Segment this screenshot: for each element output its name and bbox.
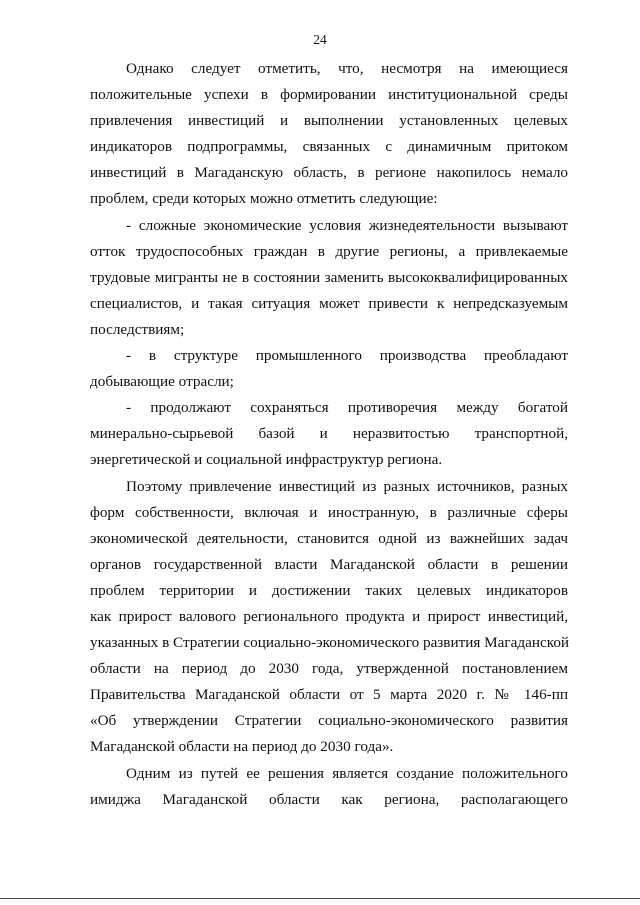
text-line: Правительства Магаданской области от 5 марта 2020 г. № 146-пп bbox=[90, 686, 568, 704]
text-line: указанных в Стратегии социально-экономического развития Магаданской bbox=[90, 634, 570, 652]
text-line: как прирост валового регионального продукта и прирост инвестиций, bbox=[90, 607, 568, 625]
text-line: индикаторов подпрограммы, связанных с динамичным притоком bbox=[90, 138, 568, 156]
paragraph-bullet-3 bbox=[90, 395, 568, 473]
text-line: последствиям; bbox=[90, 320, 185, 338]
text-line: имиджа Магаданской области как региона, располагающего bbox=[90, 790, 568, 808]
paragraph-image bbox=[90, 761, 568, 813]
text-line: «Об утверждении Стратегии социально-экономического развития bbox=[90, 712, 568, 730]
text-line: инвестиций в Магаданскую область, в регионе накопилось немало bbox=[90, 164, 568, 182]
text-line: Поэтому привлечение инвестиций из разных источников, разных bbox=[126, 477, 568, 495]
text-line: форм собственности, включая и иностранную, в различные сферы bbox=[90, 503, 568, 521]
paragraph-intro bbox=[90, 56, 568, 213]
text-line: - в структуре промышленного производства преобладают bbox=[126, 347, 568, 365]
paragraph-bullet-1 bbox=[90, 213, 568, 343]
text-line: экономической деятельности, становится одной из важнейших задач bbox=[90, 529, 568, 547]
text-line: минерально-сырьевой базой и неразвитостью транспортной, bbox=[90, 425, 568, 443]
text-line: - сложные экономические условия жизнедеятельности вызывают bbox=[126, 216, 568, 234]
text-line: положительные успехи в формировании институциональной среды bbox=[90, 86, 568, 104]
text-line: области на период до 2030 года, утвержденной постановлением bbox=[90, 660, 568, 678]
text-line: Однако следует отметить, что, несмотря на имеющиеся bbox=[126, 60, 568, 77]
text-line: отток трудоспособных граждан в другие регионы, а привлекаемые bbox=[90, 242, 568, 260]
text-line: - продолжают сохраняться противоречия между богатой bbox=[126, 399, 568, 417]
text-line: энергетической и социальной инфраструктур региона. bbox=[90, 451, 443, 469]
text-line: привлечения инвестиций и выполнении установленных целевых bbox=[90, 112, 568, 130]
text-line: Магаданской области на период до 2030 года». bbox=[90, 738, 394, 756]
text-line: органов государственной власти Магаданской области в решении bbox=[90, 555, 568, 573]
text-line: проблем, среди которых можно отметить следующие: bbox=[90, 190, 438, 208]
text-line: добывающие отрасли; bbox=[90, 373, 234, 391]
text-line: трудовые мигранты не в состоянии заменить высококвалифицированных bbox=[90, 268, 568, 286]
text-line: проблем территории и достижении таких целевых индикаторов bbox=[90, 581, 568, 599]
paragraph-investment bbox=[90, 474, 568, 761]
document-body bbox=[90, 56, 568, 813]
text-line: специалистов, и такая ситуация может привести к непредсказуемым bbox=[90, 294, 568, 312]
page-number: 24 bbox=[313, 32, 327, 47]
page-bottom-edge bbox=[0, 898, 640, 899]
paragraph-bullet-2 bbox=[90, 343, 568, 395]
text-line: Одним из путей ее решения является создание положительного bbox=[126, 764, 568, 782]
